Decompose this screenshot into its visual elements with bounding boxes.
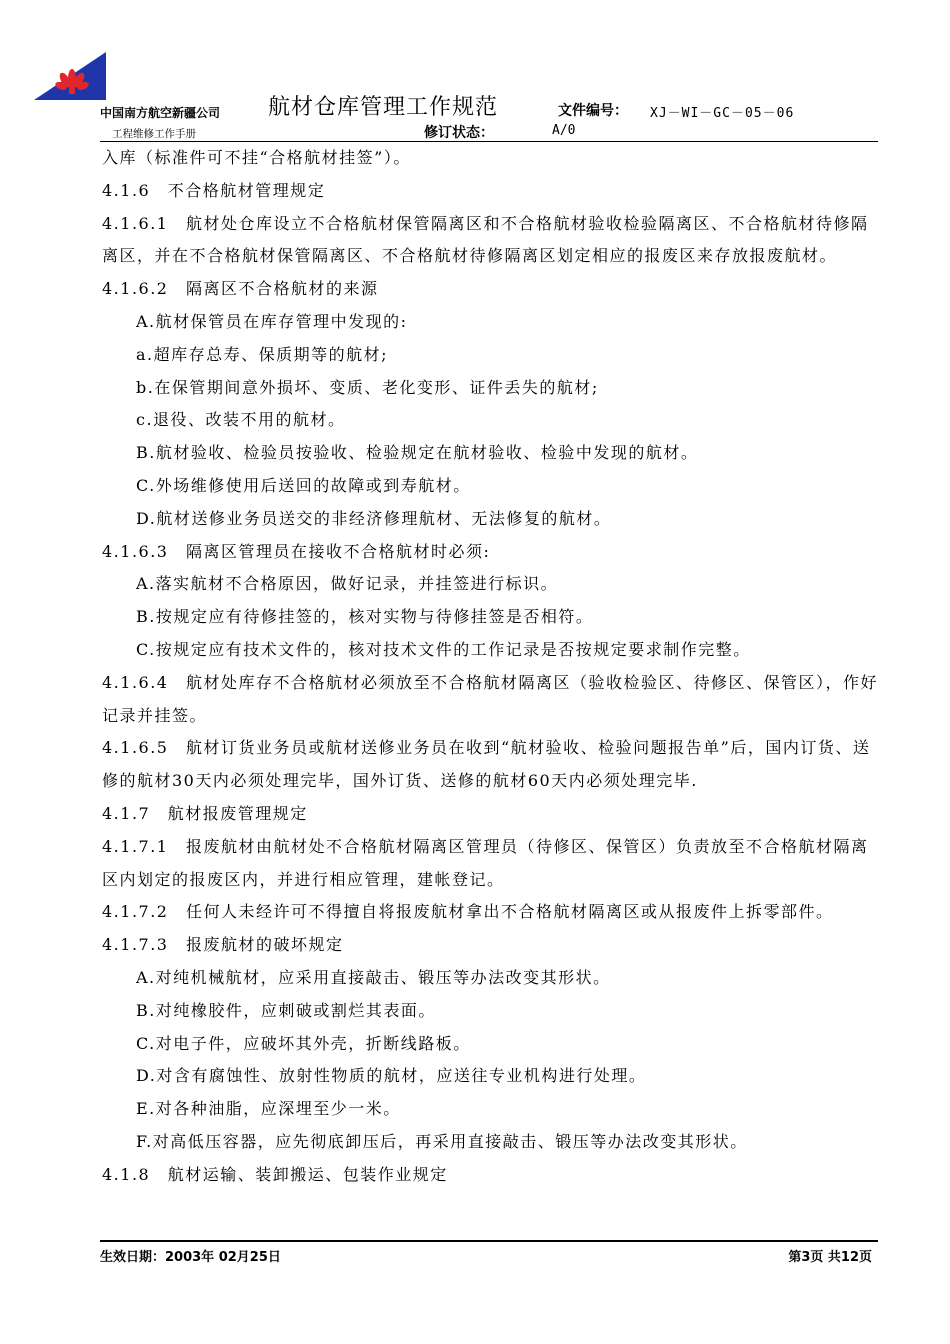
list-item: B.对纯橡胶件，应刺破或割烂其表面。	[136, 1000, 436, 1020]
paragraph: 4.1.7.2 任何人未经许可不得擅自将报废航材拿出不合格航材隔离区或从报废件上拆零部件。	[102, 902, 834, 922]
list-item: C.对电子件，应破坏其外壳，折断线路板。	[136, 1033, 471, 1053]
section-heading: 4.1.7.3 报废航材的破坏规定	[102, 935, 344, 955]
list-item: A.落实航材不合格原因，做好记录，并挂签进行标识。	[136, 574, 559, 594]
paragraph: 4.1.7.1 报废航材由航材处不合格航材隔离区管理员（待修区、保管区）负责放至不合格航材隔离区内划定的报废区内，并进行相应管理，建帐登记。	[102, 836, 869, 889]
list-item: B.按规定应有待修挂签的，核对实物与待修挂签是否相符。	[136, 607, 594, 627]
paragraph: 入库（标准件可不挂“合格航材挂签”）。	[102, 148, 411, 167]
list-item: C.按规定应有技术文件的，核对技术文件的工作记录是否按规定要求制作完整。	[136, 639, 751, 659]
section-heading: 4.1.7 航材报废管理规定	[102, 803, 308, 823]
china-southern-logo-icon	[34, 52, 106, 100]
manual-name: 工程维修工作手册	[112, 128, 196, 140]
document-title: 航材仓库管理工作规范	[268, 95, 499, 120]
doc-number-label: 文件编号：	[558, 103, 628, 119]
revision-label: 修订状态：	[424, 125, 494, 141]
paragraph: 4.1.6.5 航材订货业务员或航材送修业务员在收到“航材验收、检验问题报告单”后，国内订货、送修的航材30天内必须处理完毕，国外订货、送修的航材60天内必须处理完毕.	[102, 738, 871, 791]
section-heading: 4.1.6 不合格航材管理规定	[102, 180, 326, 200]
list-item: a.超库存总寿、保质期等的航材;	[136, 344, 389, 364]
paragraph: 4.1.6.4 航材处库存不合格航材必须放至不合格航材隔离区（验收检验区、待修区、保管区），作好记录并挂签。	[102, 672, 878, 725]
effective-date: 生效日期：2003年 02月25日	[100, 1250, 281, 1265]
list-item: c.退役、改装不用的航材。	[136, 410, 346, 430]
list-item: D.航材送修业务员送交的非经济修理航材、无法修复的航材。	[136, 508, 612, 528]
list-item: F.对高低压容器，应先彻底卸压后，再采用直接敲击、锻压等办法改变其形状。	[136, 1131, 748, 1151]
doc-number-value: XJ－WI－GC－05－06	[650, 106, 795, 121]
list-item: D.对含有腐蚀性、放射性物质的航材，应送往专业机构进行处理。	[136, 1066, 647, 1086]
list-item: E.对各种油脂，应深埋至少一米。	[136, 1099, 401, 1119]
list-item: A.航材保管员在库存管理中发现的:	[136, 311, 408, 331]
section-heading: 4.1.6.3 隔离区管理员在接收不合格航材时必须:	[102, 541, 491, 561]
footer-divider	[100, 1240, 878, 1242]
list-item: A.对纯机械航材，应采用直接敲击、锻压等办法改变其形状。	[136, 967, 611, 987]
list-item: C.外场维修使用后送回的故障或到寿航材。	[136, 475, 471, 495]
section-heading: 4.1.8 航材运输、装卸搬运、包装作业规定	[102, 1164, 448, 1184]
list-item: b.在保管期间意外损坏、变质、老化变形、证件丢失的航材;	[136, 377, 599, 397]
section-heading: 4.1.6.2 隔离区不合格航材的来源	[102, 279, 379, 299]
document-body	[102, 142, 880, 1192]
paragraph: 4.1.6.1 航材处仓库设立不合格航材保管隔离区和不合格航材验收检验隔离区、不合格航材待修隔离区，并在不合格航材保管隔离区、不合格航材待修隔离区划定相应的报废区来存放报废航材。	[102, 213, 869, 266]
page-info: 第3页 共12页	[788, 1250, 872, 1265]
list-item: B.航材验收、检验员按验收、检验规定在航材验收、检验中发现的航材。	[136, 443, 699, 463]
company-name: 中国南方航空新疆公司	[100, 106, 221, 120]
revision-value: A/0	[552, 123, 576, 138]
